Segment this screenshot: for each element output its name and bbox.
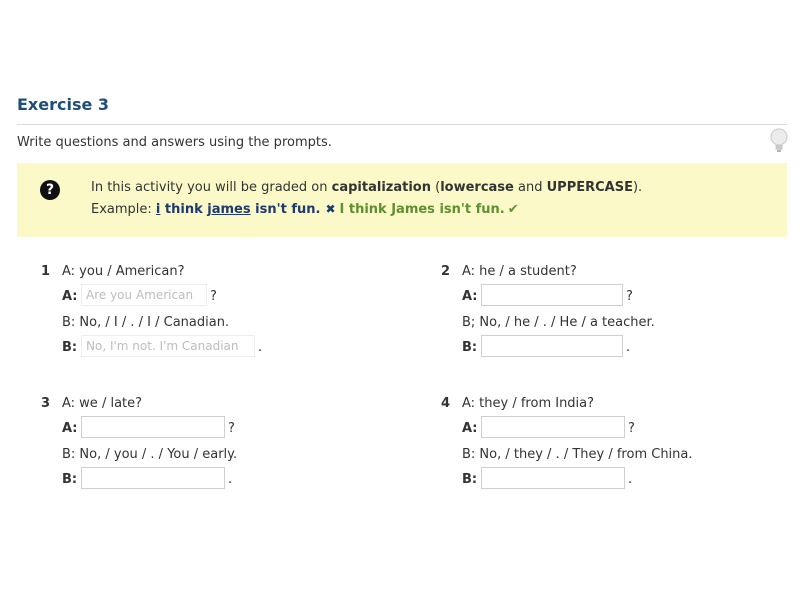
info-text-paren-close: ). — [632, 180, 643, 195]
info-text-lowercase: lowercase — [440, 180, 514, 195]
lightbulb-icon[interactable] — [768, 127, 790, 155]
grading-info-box — [17, 163, 787, 237]
question-1 — [41, 264, 371, 374]
question-3 — [41, 396, 371, 506]
question-prompt-b: B: No, / they / . / They / from China. — [462, 447, 693, 462]
answer-b-label: B: — [62, 472, 78, 487]
answer-b-input[interactable] — [481, 335, 623, 357]
right-example: I think James isn't fun. — [339, 202, 505, 217]
answer-a-label: A: — [62, 289, 78, 304]
question-circle-icon: ? — [40, 180, 60, 200]
question-prompt-a: A: you / American? — [62, 264, 185, 279]
answer-a-input[interactable] — [81, 284, 207, 306]
answer-a-punctuation: ? — [628, 421, 635, 436]
info-text-paren-open: ( — [430, 180, 441, 195]
answer-a-label: A: — [62, 421, 78, 436]
question-number: 3 — [41, 396, 51, 411]
answer-a-label: A: — [462, 289, 478, 304]
wrong-example-rest: isn't fun. — [250, 202, 321, 217]
info-text-prefix: In this activity you will be graded on — [91, 180, 332, 195]
answer-b-label: B: — [462, 340, 478, 355]
info-text-capitalization: capitalization — [331, 180, 431, 195]
answer-b-punctuation: . — [228, 472, 233, 487]
question-4 — [441, 396, 771, 506]
grading-example — [91, 202, 519, 217]
answer-a-label: A: — [462, 421, 478, 436]
question-prompt-b: B: No, / you / . / You / early. — [62, 447, 238, 462]
wrong-example — [156, 202, 321, 217]
answer-b-input[interactable] — [81, 335, 255, 357]
answer-b-input[interactable] — [81, 467, 225, 489]
check-icon: ✔ — [507, 202, 519, 217]
answer-a-punctuation: ? — [210, 289, 217, 304]
question-prompt-a: A: we / late? — [62, 396, 143, 411]
question-number: 2 — [441, 264, 451, 279]
wrong-example-james: james — [207, 202, 251, 217]
answer-a-input[interactable] — [481, 416, 625, 438]
wrong-example-think: think — [160, 202, 208, 217]
answer-b-label: B: — [462, 472, 478, 487]
grading-info-text — [91, 180, 642, 195]
answer-b-input[interactable] — [481, 467, 625, 489]
answer-b-punctuation: . — [628, 472, 633, 487]
answer-a-punctuation: ? — [228, 421, 235, 436]
answer-a-input[interactable] — [481, 284, 623, 306]
wrong-example-i: i — [155, 202, 161, 217]
info-text-and: and — [513, 180, 547, 195]
question-number: 4 — [441, 396, 451, 411]
question-prompt-b: B; No, / he / . / He / a teacher. — [462, 315, 655, 330]
answer-b-punctuation: . — [626, 340, 631, 355]
example-label: Example: — [91, 202, 156, 217]
title-divider — [17, 124, 787, 125]
answer-b-label: B: — [62, 340, 78, 355]
exercise-instructions: Write questions and answers using the prompts. — [17, 135, 332, 150]
exercise-title: Exercise 3 — [17, 95, 110, 114]
question-prompt-a: A: they / from India? — [462, 396, 595, 411]
question-2 — [441, 264, 771, 374]
answer-a-input[interactable] — [81, 416, 225, 438]
answer-b-punctuation: . — [258, 340, 263, 355]
question-number: 1 — [41, 264, 51, 279]
question-prompt-a: A: he / a student? — [462, 264, 577, 279]
answer-a-punctuation: ? — [626, 289, 633, 304]
info-text-uppercase: UPPERCASE — [546, 180, 633, 195]
question-prompt-b: B: No, / I / . / I / Canadian. — [62, 315, 230, 330]
cross-icon: ✖ — [325, 202, 336, 216]
